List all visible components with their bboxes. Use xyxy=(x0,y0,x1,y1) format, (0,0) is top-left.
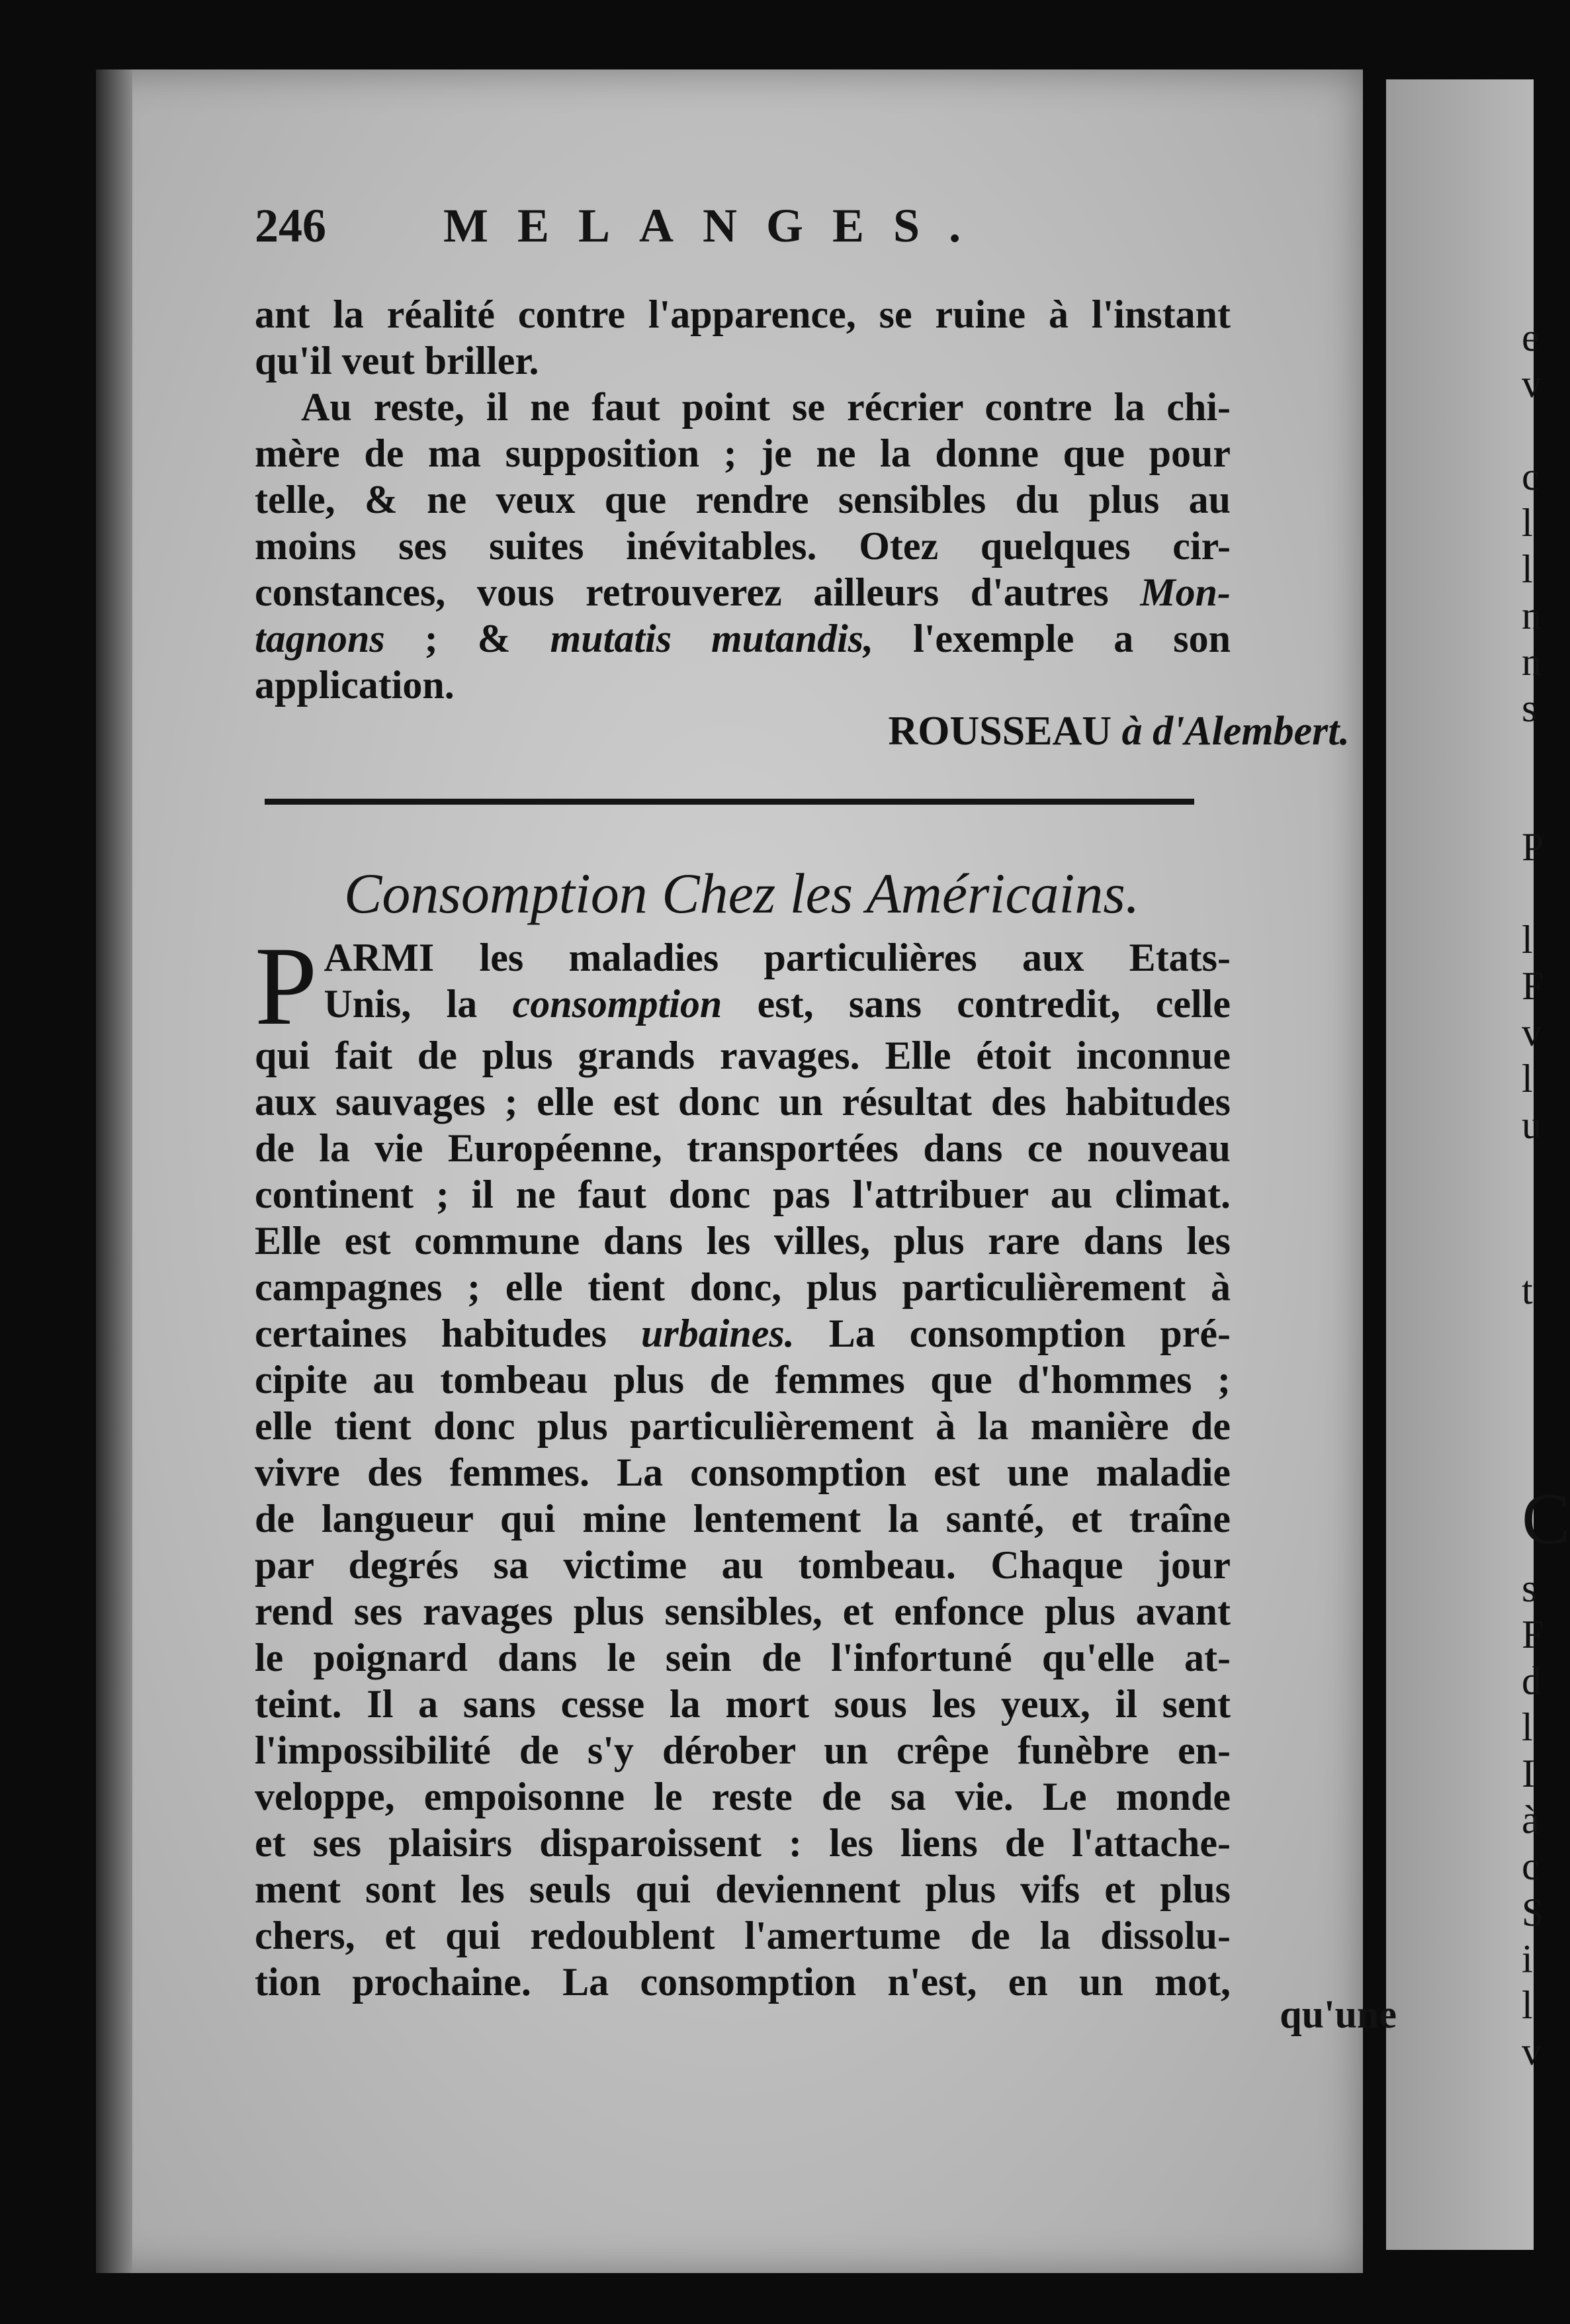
adjacent-letter: l xyxy=(1522,1057,1533,1100)
adjacent-letter: s xyxy=(1522,1566,1538,1610)
adjacent-letter: e xyxy=(1522,316,1540,359)
adjacent-letter: l xyxy=(1522,1983,1533,2027)
text-line: rend ses ravages plus sensibles, et enfonce plus avant xyxy=(255,1589,1231,1633)
italic-word: Mon- xyxy=(1140,570,1231,614)
page-number: 246 xyxy=(255,199,326,252)
adjacent-letter: d xyxy=(1522,1659,1542,1703)
section-rule xyxy=(265,799,1194,805)
text-line: l'impossibilité de s'y dérober un crêpe funèbre en- xyxy=(255,1728,1231,1772)
text-line: moins ses suites inévitables. Otez quelques cir- xyxy=(255,524,1231,568)
adjacent-letter: t xyxy=(1522,1269,1533,1312)
text-line: le poignard dans le sein de l'infortuné qu'elle at- xyxy=(255,1636,1231,1679)
text-line: campagnes ; elle tient donc, plus particulièrement à xyxy=(255,1265,1231,1309)
adjacent-letter: n xyxy=(1522,594,1542,637)
text-span: La consomption pré- xyxy=(794,1312,1231,1355)
signature xyxy=(888,708,1350,755)
adjacent-letter: c xyxy=(1522,1844,1540,1888)
adjacent-page xyxy=(1386,79,1570,2250)
italic-word: tagnons xyxy=(255,617,385,660)
adjacent-letter: v xyxy=(1522,362,1542,406)
text-line: qui fait de plus grands ravages. Elle étoit inconnue xyxy=(255,1034,1231,1077)
adjacent-letter: v xyxy=(1522,1010,1542,1054)
adjacent-letter: l xyxy=(1522,547,1533,591)
text-line: qu'il veut briller. xyxy=(255,339,539,382)
adjacent-letter: s xyxy=(1522,686,1538,730)
text-span: Unis, la xyxy=(324,982,513,1026)
adjacent-letter: l xyxy=(1522,501,1533,545)
text-line: de la vie Européenne, transportées dans ce nouveau xyxy=(255,1126,1231,1170)
text-line: tion prochaine. La consomption n'est, en un mot, xyxy=(255,1960,1231,2004)
article-body xyxy=(255,924,1231,2005)
drop-cap: P xyxy=(255,924,318,1048)
adjacent-letter: u xyxy=(1522,1103,1542,1147)
running-head xyxy=(255,199,1049,258)
text-line: veloppe, empoisonne le reste de sa vie. Le monde xyxy=(255,1775,1231,1818)
article-title: Consomption Chez les Américains. xyxy=(344,862,1140,925)
adjacent-letter: l xyxy=(1522,918,1533,961)
text-line: cipite au tombeau plus de femmes que d'hommes ; xyxy=(255,1358,1231,1402)
adjacent-letter: à xyxy=(1522,1798,1540,1842)
adjacent-letter: l xyxy=(1522,1705,1533,1749)
text-span: ; & xyxy=(384,617,550,660)
text-line: ARMI les maladies particulières aux Etats- xyxy=(324,936,1231,979)
text-line: aux sauvages ; elle est donc un résultat des habitudes xyxy=(255,1080,1231,1124)
adjacent-letter: C xyxy=(1522,1478,1570,1559)
text-line: telle, & ne veux que rendre sensibles du plus au xyxy=(255,478,1231,521)
text-span: certaines habitudes xyxy=(255,1312,641,1355)
quote-section xyxy=(255,291,1231,708)
text-line: et ses plaisirs disparoissent : les liens de l'attache- xyxy=(255,1821,1231,1865)
text-span: est, sans contredit, celle xyxy=(722,982,1231,1026)
text-line: ant la réalité contre l'apparence, se ruine à l'instant xyxy=(255,292,1231,336)
text-line xyxy=(255,569,1231,615)
italic-word: urbaines. xyxy=(640,1312,795,1355)
text-line xyxy=(255,981,1231,1027)
text-line: par degrés sa victime au tombeau. Chaque jour xyxy=(255,1543,1231,1587)
italic-phrase: mutatis mutandis, xyxy=(550,617,874,660)
text-span: constances, vous retrouverez ailleurs d'autres xyxy=(255,570,1109,614)
text-line: vivre des femmes. La consomption est une maladie xyxy=(255,1451,1231,1494)
adjacent-letter: F xyxy=(1522,1613,1544,1656)
adjacent-letter: I xyxy=(1522,1752,1535,1795)
adjacent-letter: P xyxy=(1522,825,1544,869)
adjacent-letter: n xyxy=(1522,640,1542,684)
text-line: Elle est commune dans les villes, plus rare dans les xyxy=(255,1219,1231,1263)
signature-name: ROUSSEAU xyxy=(888,709,1112,754)
adjacent-letter: S xyxy=(1522,1891,1544,1934)
text-line: continent ; il ne faut donc pas l'attribuer au climat. xyxy=(255,1173,1231,1216)
adjacent-letter: i xyxy=(1522,1937,1533,1981)
adjacent-letter: F xyxy=(1522,964,1544,1008)
text-line xyxy=(255,615,1231,662)
page-binding-shadow xyxy=(96,69,132,2273)
text-line: elle tient donc plus particulièrement à la manière de xyxy=(255,1404,1231,1448)
text-line: ment sont les seuls qui deviennent plus vifs et plus xyxy=(255,1867,1231,1911)
text-span: l'exemple a son xyxy=(873,617,1231,660)
text-line: mère de ma supposition ; je ne la donne que pour xyxy=(255,431,1231,475)
text-line: chers, et qui redoublent l'amertume de la dissolu- xyxy=(255,1914,1231,1957)
text-line: de langueur qui mine lentement la santé, et traîne xyxy=(255,1497,1231,1541)
text-line: Au reste, il ne faut point se récrier contre la chi- xyxy=(301,385,1231,429)
adjacent-letter: v xyxy=(1522,2030,1542,2073)
text-line xyxy=(255,1310,1231,1357)
text-line: teint. Il a sans cesse la mort sous les yeux, il sent xyxy=(255,1682,1231,1726)
italic-word: consomption xyxy=(512,982,722,1026)
adjacent-letter: c xyxy=(1522,455,1540,498)
catchword: qu'une xyxy=(1280,1992,1397,2036)
text-line: application. xyxy=(255,663,455,707)
running-title: MELANGES. xyxy=(443,199,990,252)
signature-rest: à d'Alembert. xyxy=(1121,709,1350,754)
